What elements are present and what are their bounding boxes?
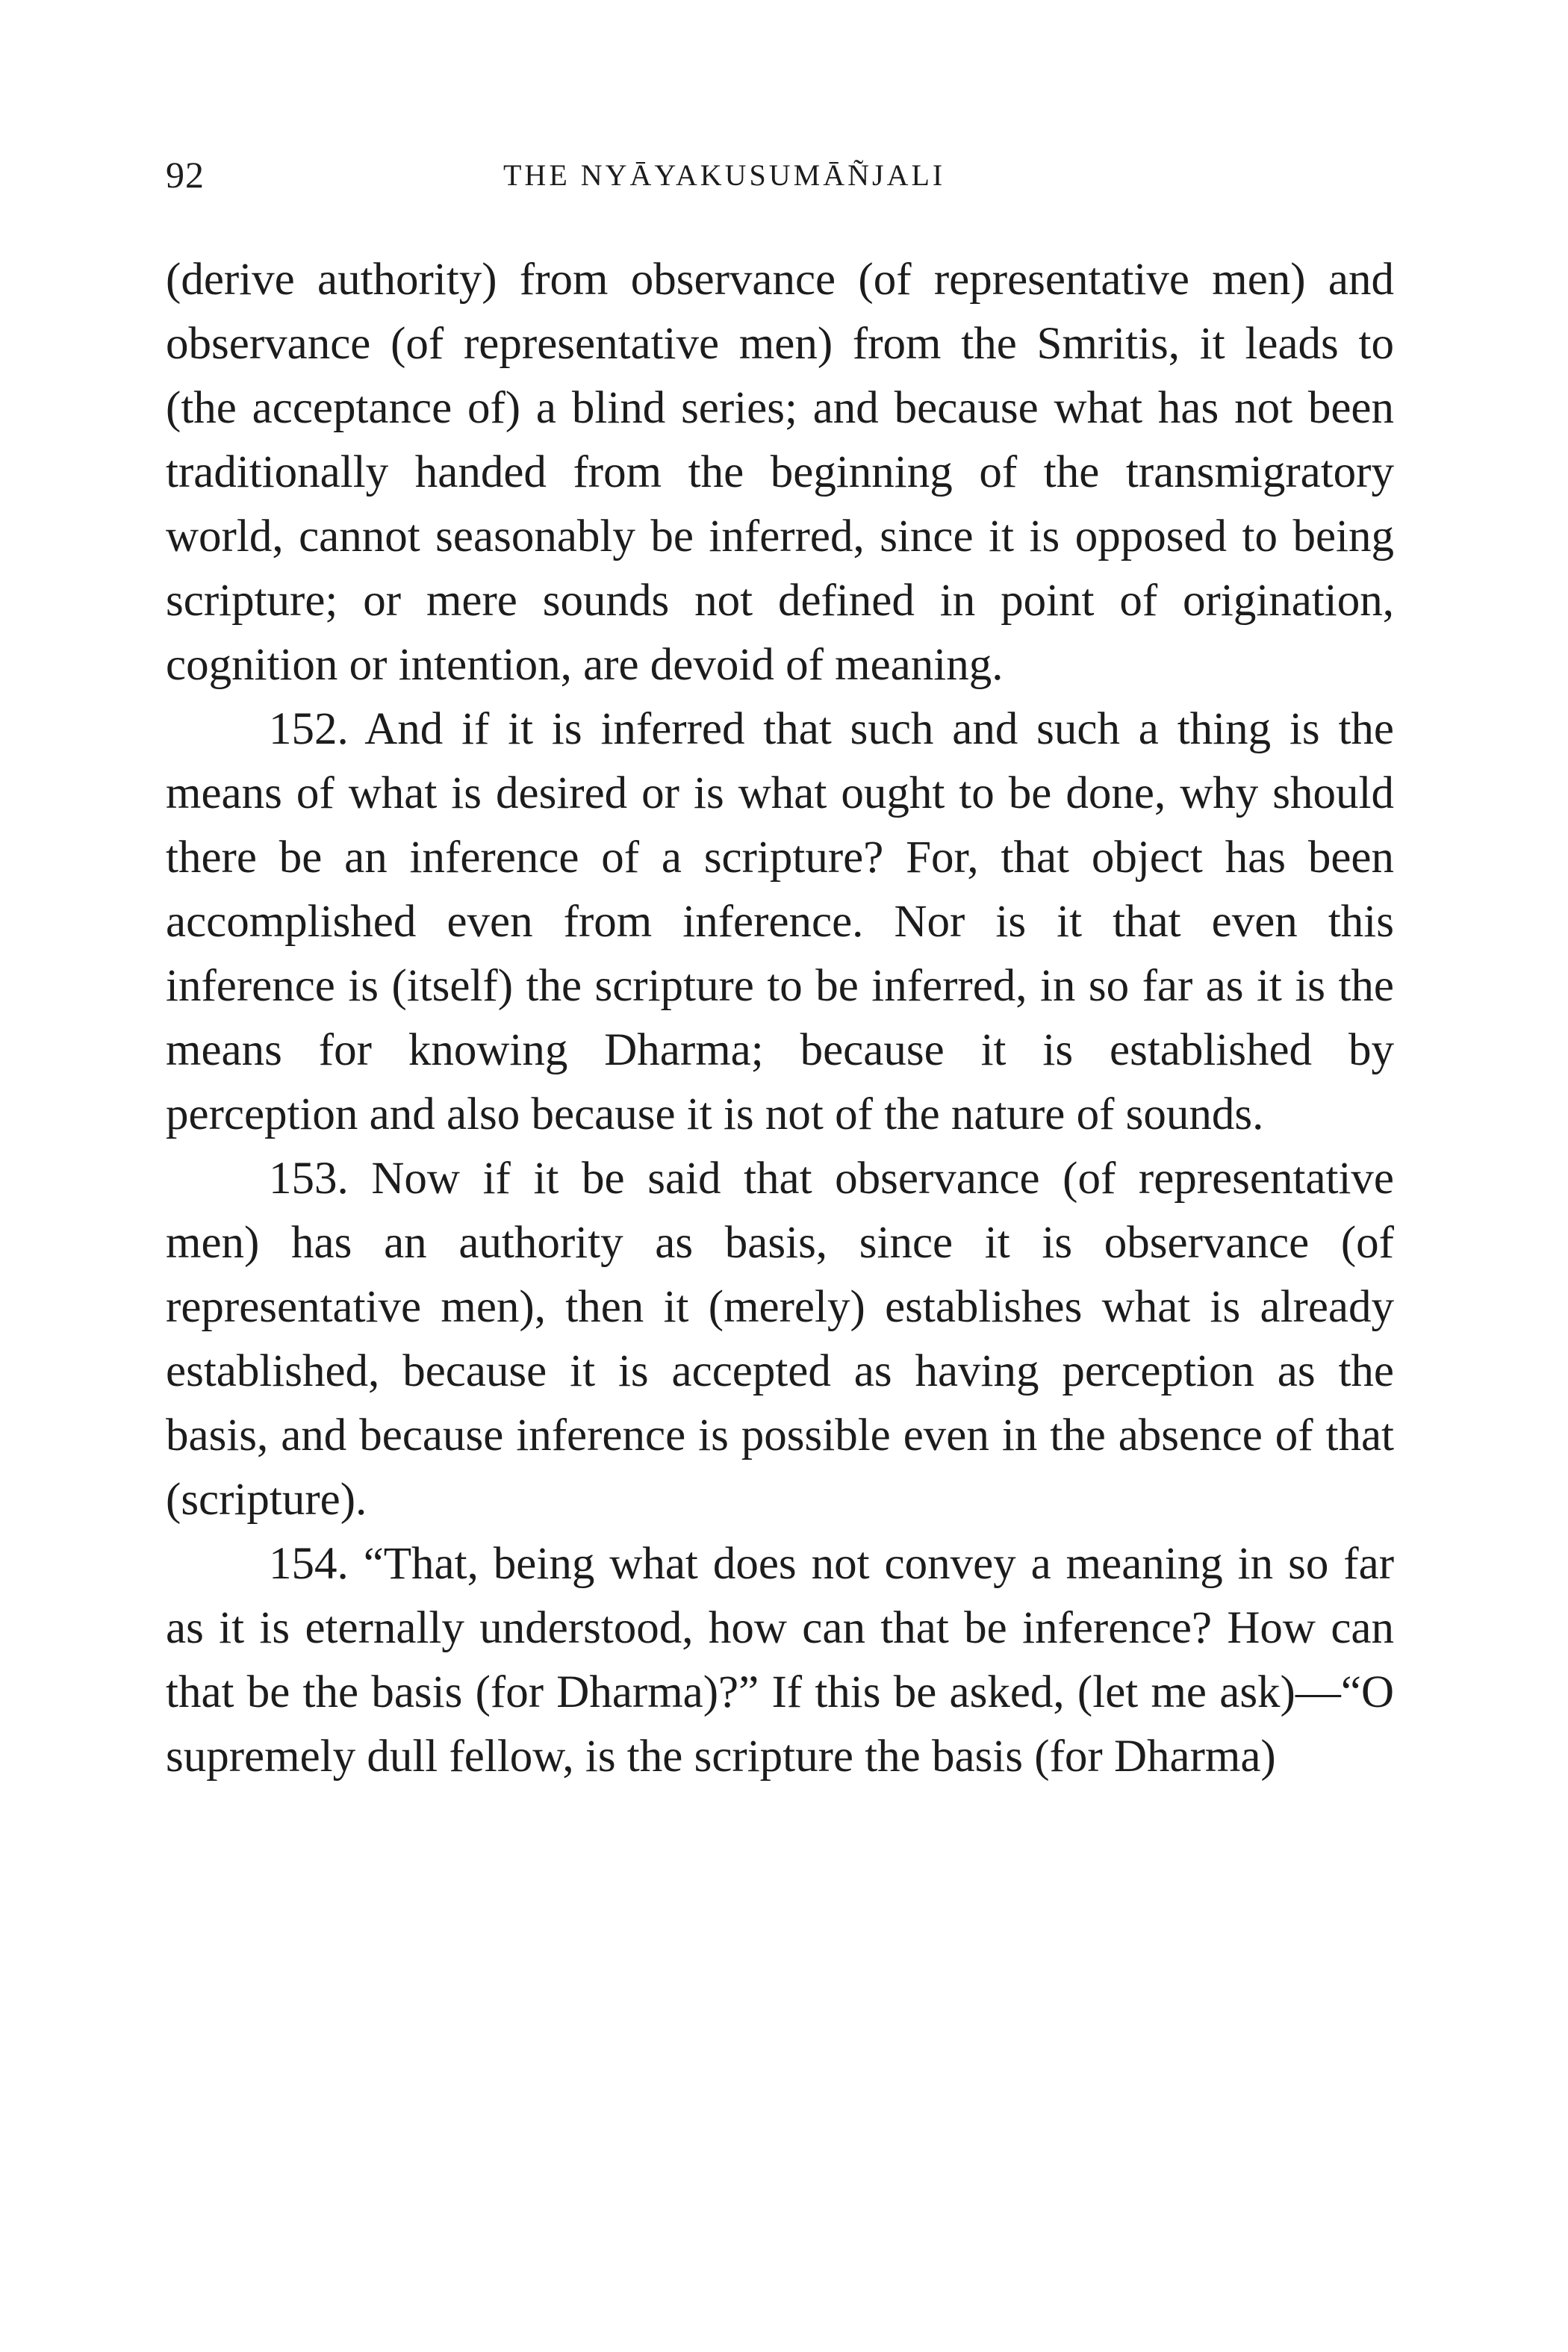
page-header xyxy=(166,153,1405,205)
paragraph-152 xyxy=(166,697,1394,1147)
running-title: THE NYĀYAKUSUMĀÑJALI xyxy=(503,158,946,192)
paragraph-number: 152. xyxy=(269,704,349,754)
paragraph-154 xyxy=(166,1532,1394,1789)
paragraph-number: 153. xyxy=(269,1154,349,1204)
paragraph-text: (derive authority) from observance (of representative men) and observance (of representative men) from the Smritis, it leads to (the acceptance of) a blind series; and because what has not been traditionally handed from the beginning of the transmigratory world, cannot seasonably be inferred, since it is opposed to being scripture; or mere sounds not defined in point of origination, cognition or intention, are devoid of meaning. xyxy=(166,255,1394,690)
paragraph-continuation xyxy=(166,248,1394,697)
paragraph-153 xyxy=(166,1147,1394,1532)
paragraph-number: 154. xyxy=(269,1539,349,1589)
paragraph-text: Now if it be said that observance (of representative men) has an authority as basis, since it is observance (of representative men), then it (merely) establishes what is already established, because it is accepted as having perception as the basis, and because inference is possible even in the absence of that (scripture). xyxy=(166,1154,1394,1525)
paragraph-text: “That, being what does not convey a meaning in so far as it is eternally understood, how can that be inference? How can that be the basis (for Dharma)?” If this be asked, (let me ask)—“O supremely dull fellow, is the scripture the basis (for Dharma) xyxy=(166,1539,1395,1782)
page-number: 92 xyxy=(166,154,205,196)
paragraph-text: And if it is inferred that such and such a thing is the means of what is desired or is what ought to be done, why should there be an inference of a scripture? For, that object has been accomplished even from inference. Nor is it that even this inference is (itself) the scripture to be inferred, in so far as it is the means for knowing Dharma; because it is established by perception and also because it is not of the nature of sounds. xyxy=(166,704,1394,1139)
page-body xyxy=(166,248,1394,1789)
